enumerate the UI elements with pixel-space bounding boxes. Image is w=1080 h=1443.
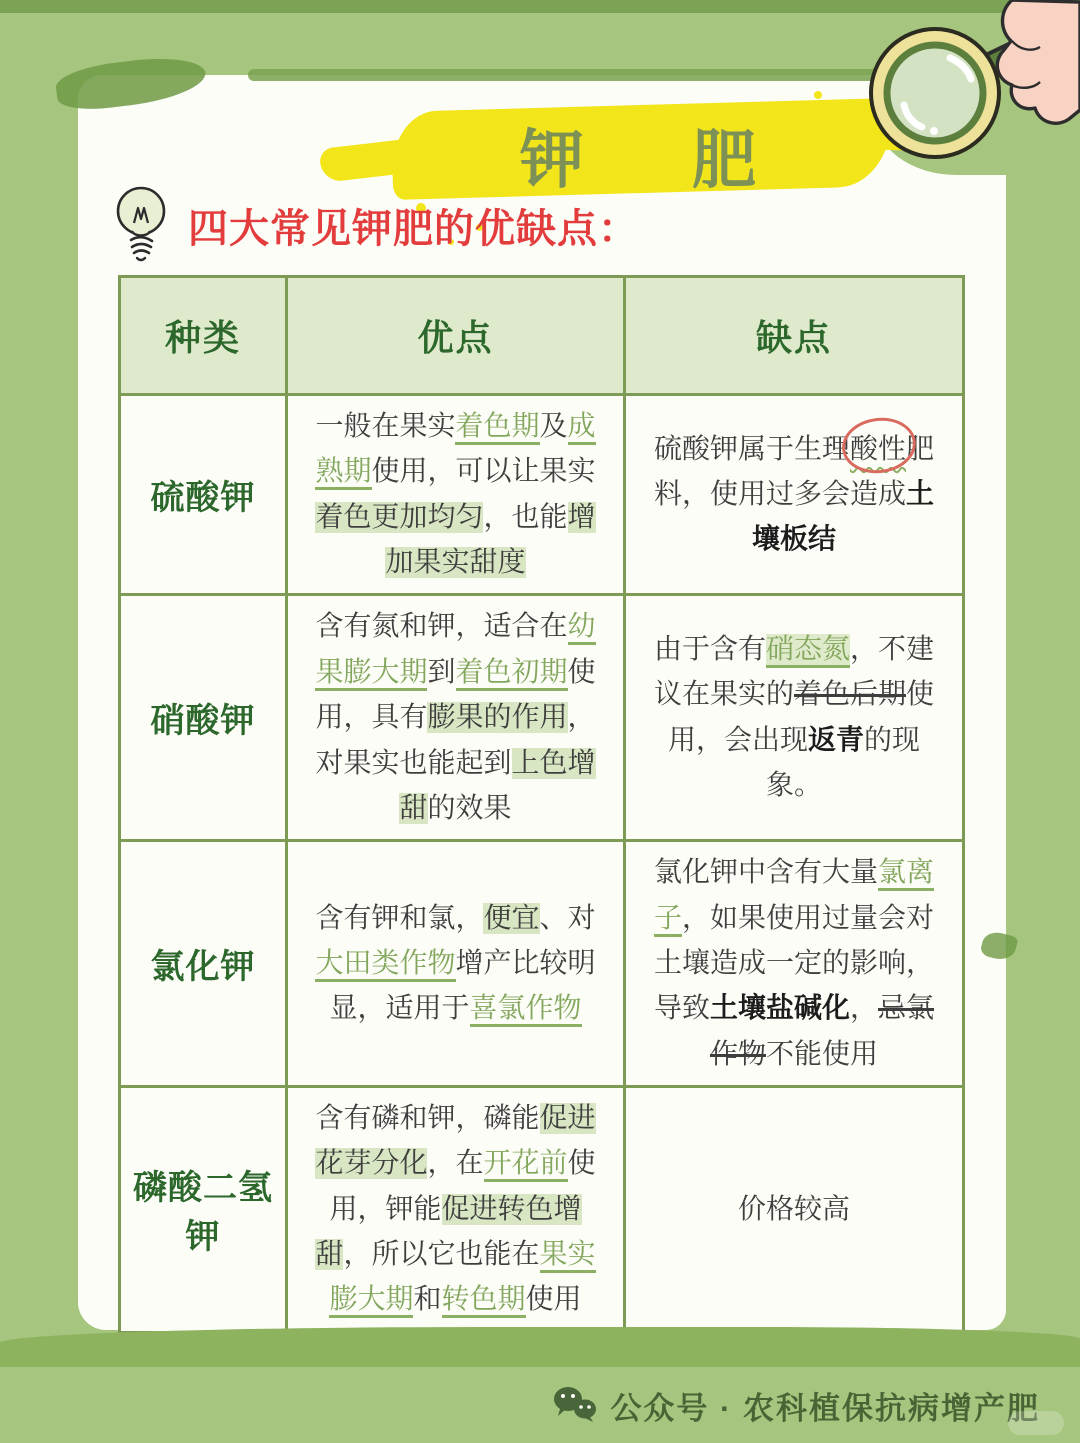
section-heading-row (110, 183, 639, 267)
magnifying-glass-illustration (842, 0, 1080, 186)
text-segment: 使用，可以让果实 (371, 456, 596, 488)
term-bold: 土壤盐碱化 (709, 993, 850, 1025)
fertilizer-type: 磷酸二氢钾 (120, 1087, 287, 1333)
text-segment: 氯化钾中含有大量 (653, 857, 878, 889)
fertilizer-type: 氯化钾 (120, 841, 287, 1087)
column-header: 优点 (287, 277, 625, 395)
text-segment: 到 (427, 656, 456, 688)
table-row (120, 395, 964, 595)
table-row (120, 1087, 964, 1333)
text-segment: 使用，具有 (315, 656, 596, 734)
brush-dab-right (979, 929, 1018, 962)
text-segment: 使用，钾能 (329, 1148, 596, 1225)
text-segment: ，如果使用过量会对土壤造成一定的影响，导致 (653, 902, 935, 1025)
term-hl: 上色增甜 (399, 747, 596, 824)
brush-dab-top-left (54, 52, 208, 114)
text-segment: ，在 (427, 1148, 484, 1180)
text-segment: ，也能 (483, 501, 568, 533)
text-segment: 的现象。 (765, 724, 921, 802)
term-hl: 膨果的作用 (427, 702, 568, 734)
term-hl: 增加果实甜度 (385, 501, 596, 579)
text-segment: 使用 (525, 1284, 582, 1316)
term-ul: 氯离子 (654, 857, 934, 936)
term-ul: 转色期 (442, 1284, 526, 1318)
text-segment: ，所以它也能在 (343, 1239, 540, 1271)
term-strike: 忌氯作物 (709, 993, 935, 1070)
column-header: 缺点 (625, 277, 964, 395)
disadvantages-cell (625, 1087, 964, 1333)
term-strike: 着色后期 (793, 679, 906, 711)
text-segment: 及 (539, 411, 568, 442)
term-hl: 便宜 (483, 902, 540, 934)
term-ul: 幼果膨大期 (315, 611, 595, 690)
fertilizer-table (118, 275, 965, 1334)
section-heading: 四大常见钾肥的优缺点： (188, 205, 639, 251)
term-circle: 酸性 (850, 427, 906, 472)
text-segment: 使用，会出现 (667, 679, 935, 756)
term-ul: 果实膨大期 (329, 1239, 595, 1318)
splash-dot (814, 91, 822, 99)
text-segment: 含有磷和钾，磷能 (315, 1103, 540, 1135)
text-segment: 硫酸钾属于生理 (653, 433, 850, 465)
term-ul: 着色初期 (456, 657, 568, 691)
wechat-icon (552, 1386, 598, 1424)
term-ul: 大田类作物 (315, 948, 455, 982)
term-hl: 促进转色增甜 (315, 1193, 582, 1271)
advantages-cell (287, 1087, 625, 1333)
disadvantages-cell (625, 395, 964, 595)
text-segment: 、对 (539, 902, 596, 934)
text-segment: 含有氮和钾，适合在 (315, 611, 568, 643)
term-ul: 成熟期 (315, 411, 595, 490)
advantages-cell (287, 595, 625, 841)
paper-panel (78, 75, 1006, 1330)
text-segment: ，对果实也能起到 (315, 702, 596, 779)
text-segment: 肥料，使用过多会造成 (653, 433, 935, 511)
disadvantages-cell (625, 595, 964, 841)
text-segment: 不能使用 (766, 1038, 879, 1070)
text-segment: 由于含有 (653, 634, 766, 666)
table-body (120, 395, 964, 1333)
fertilizer-type: 硫酸钾 (120, 395, 287, 595)
text-segment: 一般在果实 (315, 411, 456, 442)
column-header: 种类 (120, 277, 287, 395)
text-segment: 含有钾和氯， (315, 902, 484, 934)
term-ulhl: 硝态氮 (766, 634, 850, 668)
term-ul: 喜氯作物 (470, 993, 582, 1027)
table-row (120, 841, 964, 1087)
text-segment: 价格较高 (737, 1193, 850, 1225)
advantages-cell (287, 395, 625, 595)
text-segment: 的效果 (427, 792, 512, 824)
footer (0, 1367, 1080, 1443)
lightbulb-icon (110, 183, 172, 267)
fertilizer-type: 硝酸钾 (120, 595, 287, 841)
term-bold: 返青 (807, 724, 864, 756)
disadvantages-cell (625, 841, 964, 1087)
bottom-brush-band (0, 1327, 1080, 1367)
advantages-cell (287, 841, 625, 1087)
footer-account-name: 公众号 · 农科植保抗病增产肥 (610, 1390, 1040, 1426)
term-bold: 土壤板结 (751, 479, 935, 556)
table-header-row (120, 277, 964, 395)
text-segment: ， (850, 993, 879, 1025)
text-segment: ，不建议在果实的 (653, 634, 935, 711)
text-segment: 增产比较明显，适用于 (329, 947, 596, 1025)
term-ul: 开花前 (484, 1148, 568, 1182)
text-segment: 和 (413, 1284, 442, 1316)
watermark-badge (1008, 1411, 1064, 1435)
term-hl: 促进花芽分化 (315, 1103, 596, 1180)
table-row (120, 595, 964, 841)
term-hl: 着色更加均匀 (315, 501, 484, 533)
page-title: 钾 肥 (520, 125, 778, 196)
term-ul: 着色期 (455, 411, 539, 445)
